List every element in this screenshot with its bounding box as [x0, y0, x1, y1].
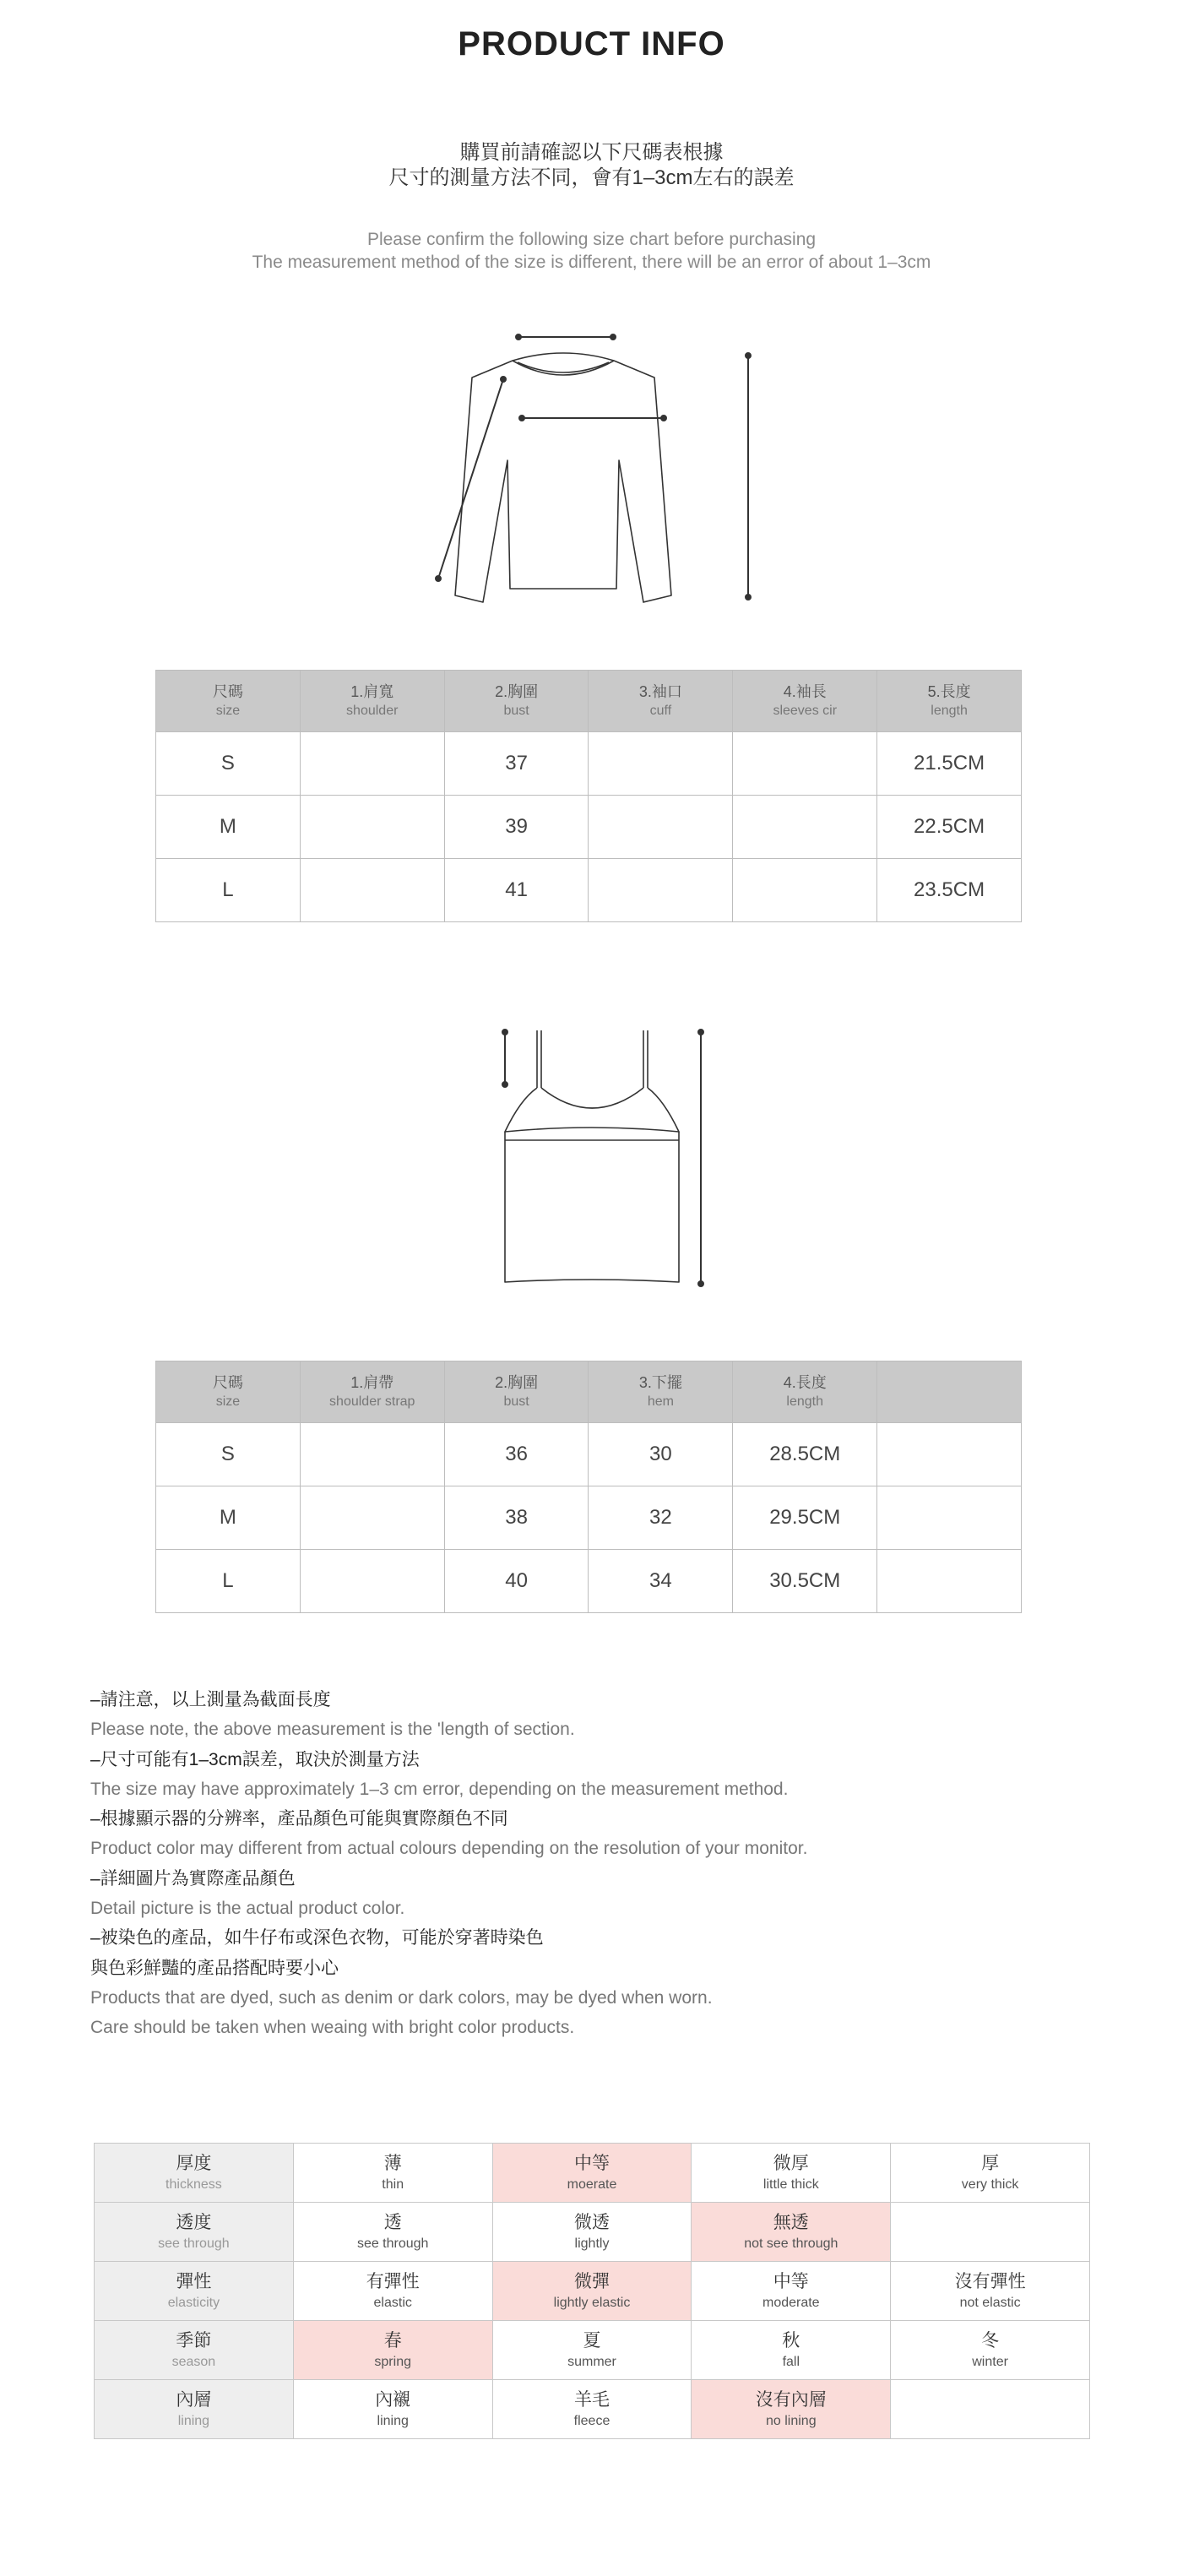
table-cell	[300, 796, 444, 859]
fabric-attribute-table	[94, 2143, 1090, 2439]
attribute-option: 羊毛 fleece	[492, 2380, 692, 2439]
attribute-label: 彈性 elasticity	[95, 2262, 294, 2321]
intro-cn-line-2: 尺寸的測量方法不同，會有1–3cm左右的誤差	[388, 166, 795, 189]
attribute-option: 沒有彈性 not elastic	[891, 2262, 1090, 2321]
table-cell: 23.5CM	[877, 859, 1022, 922]
attribute-option: 有彈性 elastic	[293, 2262, 492, 2321]
attribute-option: 夏 summer	[492, 2321, 692, 2380]
note-line: 與色彩鮮豔的產品搭配時要小心	[90, 1958, 339, 1978]
size-table-header-row	[156, 1361, 1022, 1423]
table-cell: 21.5CM	[877, 732, 1022, 796]
table-cell	[877, 1423, 1022, 1486]
table-cell: 36	[444, 1423, 589, 1486]
table-row	[156, 796, 1022, 859]
note-line: The size may have approximately 1–3 cm error, depending on the measurement method.	[90, 1779, 789, 1799]
header-shoulder: 1.肩寬 shoulder	[300, 671, 444, 732]
table-cell: 40	[444, 1550, 589, 1613]
table-cell	[300, 1486, 444, 1550]
table-row	[156, 1423, 1022, 1486]
note-line: Please note, the above measurement is the 'length of section.	[90, 1720, 575, 1740]
note-line: Care should be taken when weaing with bright color products.	[90, 2018, 575, 2038]
table-cell: S	[156, 732, 301, 796]
header-sleeves: 4.袖長 sleeves cir	[733, 671, 877, 732]
note-line: Detail picture is the actual product color.	[90, 1899, 405, 1919]
size-table-camisole	[155, 1361, 1022, 1613]
table-cell	[300, 1550, 444, 1613]
table-cell	[589, 859, 733, 922]
top-measurement-diagram	[422, 325, 777, 617]
table-cell	[733, 732, 877, 796]
note-line: Product color may different from actual colours depending on the resolution of your monitor.	[90, 1839, 808, 1859]
table-cell	[733, 859, 877, 922]
table-cell: 38	[444, 1486, 589, 1550]
table-cell: M	[156, 1486, 301, 1550]
table-cell	[877, 1550, 1022, 1613]
note-line: –尺寸可能有1–3cm誤差，取決於測量方法	[90, 1749, 420, 1769]
header-length: 4.長度 length	[733, 1361, 877, 1423]
table-row	[156, 859, 1022, 922]
attribute-option: 微透 lightly	[492, 2203, 692, 2262]
table-row	[156, 1486, 1022, 1550]
note-line: –根據顯示器的分辨率，產品顏色可能與實際顏色不同	[90, 1809, 508, 1829]
table-cell: 29.5CM	[733, 1486, 877, 1550]
attribute-option: 沒有內層 no lining	[692, 2380, 891, 2439]
table-cell	[300, 1423, 444, 1486]
table-cell: 39	[444, 796, 589, 859]
attribute-option	[891, 2380, 1090, 2439]
attribute-row-thickness	[95, 2144, 1090, 2203]
header-length: 5.長度 length	[877, 671, 1022, 732]
intro-en-line-2: The measurement method of the size is different, there will be an error of about 1–3cm	[252, 253, 931, 272]
table-cell: 30.5CM	[733, 1550, 877, 1613]
attribute-row-season	[95, 2321, 1090, 2380]
intro-en-line-1: Please confirm the following size chart before purchasing	[366, 230, 817, 249]
header-bust: 2.胸圍 bust	[444, 1361, 589, 1423]
header-bust: 2.胸圍 bust	[444, 671, 589, 732]
attribute-option: 薄 thin	[293, 2144, 492, 2203]
attribute-label: 內層 lining	[95, 2380, 294, 2439]
attribute-option: 中等 moerate	[492, 2144, 692, 2203]
table-row	[156, 732, 1022, 796]
header-hem: 3.下擺 hem	[589, 1361, 733, 1423]
table-cell: 32	[589, 1486, 733, 1550]
attribute-option: 微彈 lightly elastic	[492, 2262, 692, 2321]
table-cell	[733, 796, 877, 859]
note-line: –請注意，以上測量為截面長度	[90, 1690, 331, 1709]
intro-chinese	[0, 140, 1183, 191]
size-table-top	[155, 670, 1022, 922]
attribute-row-elasticity	[95, 2262, 1090, 2321]
header-cuff: 3.袖口 cuff	[589, 671, 733, 732]
page-title: PRODUCT INFO	[458, 25, 725, 62]
table-cell: 37	[444, 732, 589, 796]
table-cell: 28.5CM	[733, 1423, 877, 1486]
attribute-option: 冬 winter	[891, 2321, 1090, 2380]
table-cell: L	[156, 1550, 301, 1613]
attribute-option: 無透 not see through	[692, 2203, 891, 2262]
note-line: –詳細圖片為實際產品顏色	[90, 1868, 296, 1889]
header-size: 尺碼 size	[156, 671, 301, 732]
table-cell: S	[156, 1423, 301, 1486]
camisole-measurement-diagram	[490, 1022, 718, 1296]
attribute-option	[891, 2203, 1090, 2262]
table-cell	[300, 859, 444, 922]
header-shoulder-strap: 1.肩帶 shoulder strap	[300, 1361, 444, 1423]
table-cell: 41	[444, 859, 589, 922]
attribute-option: 中等 moderate	[692, 2262, 891, 2321]
intro-english	[0, 228, 1183, 274]
table-cell	[877, 1486, 1022, 1550]
attribute-option: 春 spring	[293, 2321, 492, 2380]
attribute-option: 透 see through	[293, 2203, 492, 2262]
table-cell	[589, 796, 733, 859]
intro-cn-line-1: 購買前請確認以下尺碼表根據	[459, 141, 724, 164]
attribute-option: 厚 very thick	[891, 2144, 1090, 2203]
note-line: Products that are dyed, such as denim or dark colors, may be dyed when worn.	[90, 1987, 713, 2008]
attribute-option: 微厚 little thick	[692, 2144, 891, 2203]
note-line: –被染色的產品，如牛仔布或深色衣物，可能於穿著時染色	[90, 1928, 544, 1948]
table-cell: L	[156, 859, 301, 922]
attribute-label: 透度 see through	[95, 2203, 294, 2262]
table-cell	[589, 732, 733, 796]
table-cell: 34	[589, 1550, 733, 1613]
header-empty	[877, 1361, 1022, 1423]
attribute-option: 秋 fall	[692, 2321, 891, 2380]
table-cell: 30	[589, 1423, 733, 1486]
attribute-label: 季節 season	[95, 2321, 294, 2380]
table-cell	[300, 732, 444, 796]
attribute-label: 厚度 thickness	[95, 2144, 294, 2203]
attribute-row-lining	[95, 2380, 1090, 2439]
attribute-option: 內襯 lining	[293, 2380, 492, 2439]
size-table-header-row	[156, 671, 1022, 732]
header-size: 尺碼 size	[156, 1361, 301, 1423]
table-cell: M	[156, 796, 301, 859]
care-notes	[90, 1685, 1104, 2043]
table-row	[156, 1550, 1022, 1613]
table-cell: 22.5CM	[877, 796, 1022, 859]
attribute-row-see-through	[95, 2203, 1090, 2262]
